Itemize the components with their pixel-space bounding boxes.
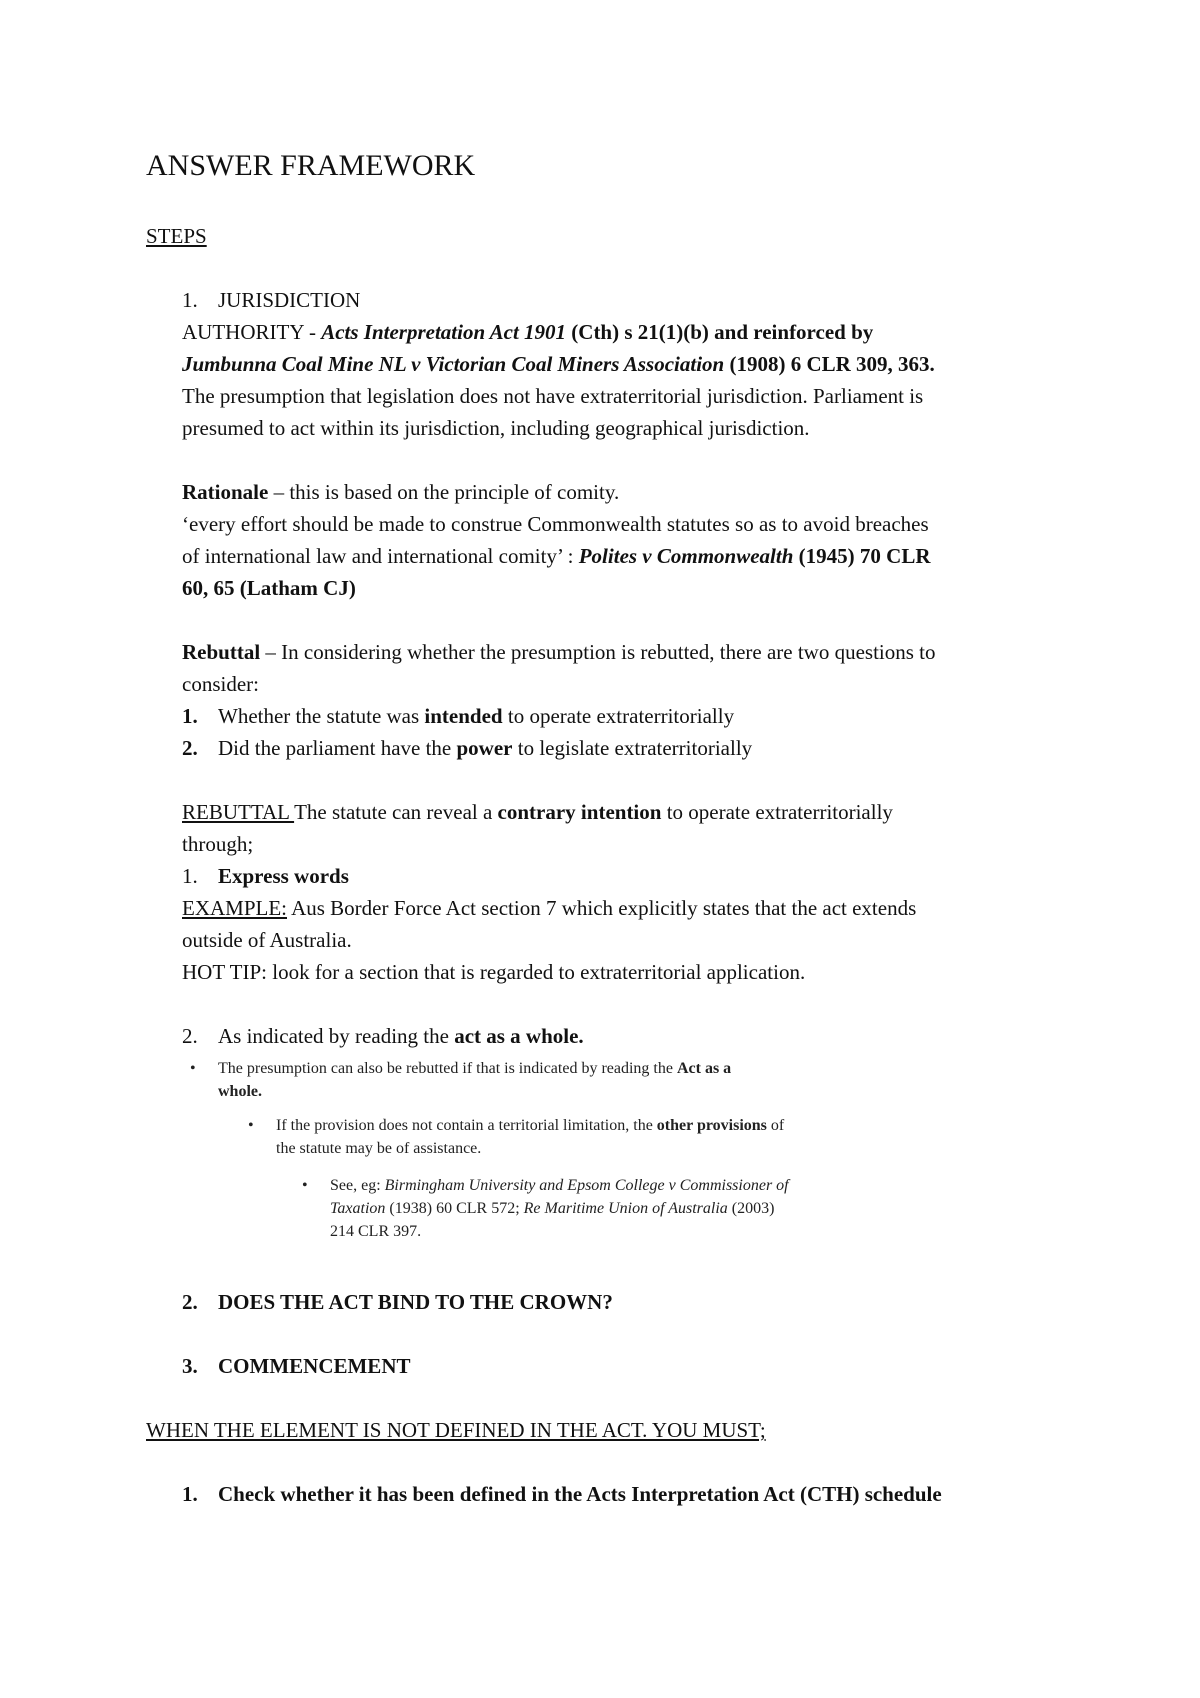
rebuttal-question-2 bbox=[182, 734, 752, 762]
question-text: Did the parliament have the bbox=[218, 736, 457, 760]
item-emphasis: act as a whole. bbox=[454, 1024, 584, 1048]
step-2-heading bbox=[182, 1288, 613, 1316]
rationale-line bbox=[182, 478, 619, 506]
question-text: Whether the statute was bbox=[218, 704, 425, 728]
excerpt-line: the statute may be of assistance. bbox=[276, 1140, 482, 1157]
authority-line bbox=[182, 318, 873, 346]
authority-act: Acts Interpretation Act 1901 bbox=[321, 320, 567, 344]
not-defined-heading: WHEN THE ELEMENT IS NOT DEFINED IN THE ACT. YOU MUST; bbox=[146, 1418, 766, 1442]
excerpt-case: Birmingham University and Epsom College v Commissioner of bbox=[384, 1177, 789, 1194]
quote-case: Polites v Commonwealth bbox=[578, 544, 794, 568]
rebuttal-label: Rebuttal bbox=[182, 640, 261, 664]
bullet-icon: • bbox=[190, 1060, 196, 1077]
hot-tip: HOT TIP: look for a section that is regarded to extraterritorial application. bbox=[182, 960, 806, 984]
case-name: Jumbunna Coal Mine NL v Victorian Coal Miners Association bbox=[182, 352, 725, 376]
excerpt-emphasis: other provisions bbox=[656, 1117, 767, 1134]
rebuttal-line-1 bbox=[182, 638, 936, 666]
excerpt-line bbox=[276, 1115, 784, 1137]
rebuttal-contrary-line-1 bbox=[182, 798, 893, 826]
list-number: 1. bbox=[182, 704, 198, 728]
case-citation-line bbox=[182, 350, 935, 378]
question-emphasis: intended bbox=[424, 704, 503, 728]
quote-cite: (1945) 70 CLR bbox=[793, 544, 931, 568]
act-as-whole-item bbox=[182, 1022, 584, 1050]
list-number: 2. bbox=[182, 1024, 198, 1048]
question-text: to legislate extraterritorially bbox=[512, 736, 753, 760]
authority-label: AUTHORITY - bbox=[182, 320, 322, 344]
rebuttal-emphasis: contrary intention bbox=[497, 800, 662, 824]
rationale-text: – this is based on the principle of comity. bbox=[268, 480, 620, 504]
excerpt-text: of bbox=[766, 1117, 785, 1134]
check-definition-item bbox=[182, 1480, 942, 1508]
list-number: 1. bbox=[182, 864, 198, 888]
rebuttal-question-1 bbox=[182, 702, 734, 730]
question-text: to operate extraterritorially bbox=[502, 704, 735, 728]
page-title: ANSWER FRAMEWORK bbox=[146, 149, 476, 182]
question-emphasis: power bbox=[456, 736, 513, 760]
excerpt-line bbox=[330, 1175, 789, 1197]
rebuttal-text: to operate extraterritorially bbox=[661, 800, 893, 824]
rationale-quote-1: ‘every effort should be made to construe Commonwealth statutes so as to avoid breaches bbox=[182, 512, 929, 536]
step-1-heading bbox=[182, 286, 360, 314]
step-label: COMMENCEMENT bbox=[218, 1354, 411, 1378]
excerpt-line: 214 CLR 397. bbox=[330, 1223, 422, 1240]
rationale-label: Rationale bbox=[182, 480, 269, 504]
step-number: 3. bbox=[182, 1354, 198, 1378]
step-number: 1. bbox=[182, 288, 198, 312]
rebuttal-line-2: consider: bbox=[182, 672, 259, 696]
step-label: JURISDICTION bbox=[218, 288, 361, 312]
list-number: 2. bbox=[182, 736, 198, 760]
step-number: 2. bbox=[182, 1290, 198, 1314]
excerpt-emphasis: Act as a bbox=[676, 1060, 732, 1077]
excerpt-line bbox=[218, 1058, 731, 1080]
list-number: 1. bbox=[182, 1482, 198, 1506]
step-label: DOES THE ACT BIND TO THE CROWN? bbox=[218, 1290, 613, 1314]
rebuttal-text: – In considering whether the presumption is rebutted, there are two questions to bbox=[260, 640, 936, 664]
excerpt-case: Taxation bbox=[330, 1200, 386, 1217]
bullet-icon: • bbox=[302, 1177, 308, 1194]
excerpt-text: See, eg: bbox=[330, 1177, 385, 1194]
presumption-line-1: The presumption that legislation does not have extraterritorial jurisdiction. Parliament is bbox=[182, 384, 924, 408]
example-text: Aus Border Force Act section 7 which explicitly states that the act extends bbox=[287, 896, 917, 920]
excerpt-text: (2003) bbox=[727, 1200, 775, 1217]
excerpt-case: Re Maritime Union of Australia bbox=[523, 1200, 728, 1217]
rationale-quote-2 bbox=[182, 542, 931, 570]
express-words-item bbox=[182, 862, 349, 890]
example-line-2: outside of Australia. bbox=[182, 928, 352, 952]
excerpt-text: If the provision does not contain a territorial limitation, the bbox=[276, 1117, 657, 1134]
excerpt-text: (1938) 60 CLR 572; bbox=[385, 1200, 524, 1217]
example-line-1 bbox=[182, 894, 916, 922]
rationale-quote-3: 60, 65 (Latham CJ) bbox=[182, 576, 356, 600]
excerpt-text: The presumption can also be rebutted if that is indicated by reading the bbox=[218, 1060, 677, 1077]
steps-heading: STEPS bbox=[146, 224, 207, 248]
rebuttal-caps-label: REBUTTAL bbox=[182, 800, 295, 824]
rebuttal-text: The statute can reveal a bbox=[294, 800, 498, 824]
check-text: Check whether it has been defined in the Acts Interpretation Act (CTH) schedule bbox=[218, 1482, 942, 1506]
rebuttal-contrary-line-2: through; bbox=[182, 832, 254, 856]
express-words-label: Express words bbox=[218, 864, 349, 888]
excerpt-line bbox=[330, 1198, 774, 1220]
excerpt-line: whole. bbox=[218, 1083, 262, 1100]
example-label: EXAMPLE: bbox=[182, 896, 287, 920]
quote-text: of international law and international comity’ : bbox=[182, 544, 579, 568]
item-text: As indicated by reading the bbox=[218, 1024, 455, 1048]
bullet-icon: • bbox=[248, 1117, 254, 1134]
case-cite: (1908) 6 CLR 309, 363. bbox=[724, 352, 935, 376]
step-3-heading bbox=[182, 1352, 411, 1380]
authority-rest: (Cth) s 21(1)(b) and reinforced by bbox=[566, 320, 874, 344]
presumption-line-2: presumed to act within its jurisdiction, including geographical jurisdiction. bbox=[182, 416, 810, 440]
